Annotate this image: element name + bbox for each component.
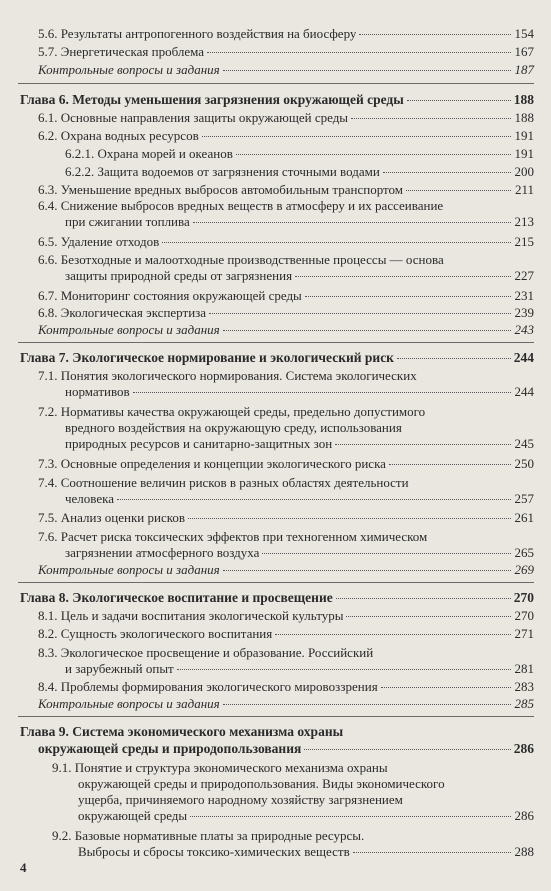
toc-entry-5-6[interactable] (38, 26, 534, 42)
entry-page: 167 (514, 44, 534, 59)
entry-page: 243 (514, 322, 534, 337)
toc-entry-9-2-cont[interactable] (78, 844, 534, 860)
entry-title: 7.5. Анализ оценки рисков (38, 510, 186, 525)
entry-page: 244 (514, 384, 534, 399)
leader-dots (336, 597, 511, 599)
toc-entry-6-8[interactable] (38, 305, 534, 321)
toc-entry-7-1-cont[interactable] (65, 384, 534, 400)
toc-entry-5-7[interactable] (38, 44, 534, 60)
toc-entry-7-4-cont[interactable] (65, 491, 534, 507)
chapter-page: 270 (513, 590, 534, 605)
toc-chapter-9-cont[interactable] (38, 741, 534, 757)
toc-entry-6-7[interactable] (38, 288, 534, 304)
entry-title: Контрольные вопросы и задания (38, 696, 220, 711)
toc-entry-7-4[interactable]: 7.4. Соотношение величин рисков в разных областях деятельности (38, 475, 409, 490)
toc-entry-9-1-cont1[interactable]: окружающей среды и природопользования. Виды экономического (78, 776, 445, 791)
toc-entry-9-1-cont2[interactable]: ущерба, причиняемого народному хозяйству загрязнением (78, 792, 403, 807)
leader-dots (262, 552, 511, 554)
chapter-page: 244 (513, 350, 534, 365)
entry-title: 6.2.2. Защита водоемов от загрязнения сточными водами (65, 164, 380, 179)
entry-page: 261 (514, 510, 534, 525)
leader-dots (304, 748, 510, 750)
leader-dots (202, 135, 511, 137)
leader-dots (133, 391, 511, 393)
leader-dots (335, 443, 511, 445)
leader-dots (207, 51, 511, 53)
chapter-page: 188 (513, 92, 534, 107)
toc-entry-7-2-cont1[interactable]: вредного воздействия на окружающую среду, использования (65, 420, 402, 435)
leader-dots (359, 33, 511, 35)
toc-entry-6-6-cont[interactable] (65, 268, 534, 284)
leader-dots (353, 851, 511, 853)
leader-dots (389, 463, 511, 465)
leader-dots (162, 241, 511, 243)
entry-page: 286 (514, 808, 534, 823)
toc-entry-6-2-1[interactable] (65, 146, 534, 162)
toc-entry-questions-5[interactable] (38, 62, 534, 78)
toc-chapter-9[interactable]: Глава 9. Система экономического механизма охраны (20, 724, 344, 739)
toc-chapter-6[interactable] (20, 92, 534, 108)
toc-entry-8-4[interactable] (38, 679, 534, 695)
chapter-title: Глава 6. Методы уменьшения загрязнения окружающей среды (20, 92, 404, 107)
toc-chapter-7[interactable] (20, 350, 534, 366)
entry-title: и зарубежный опыт (65, 661, 174, 676)
entry-page: 213 (514, 214, 534, 229)
toc-entry-8-1[interactable] (38, 608, 534, 624)
leader-dots (383, 171, 511, 173)
entry-page: 270 (514, 608, 534, 623)
leader-dots (223, 69, 511, 71)
toc-entry-7-6-cont[interactable] (65, 545, 534, 561)
chapter-title: окружающей среды и природопользования (38, 741, 302, 756)
toc-entry-6-4-cont[interactable] (65, 214, 534, 230)
entry-page: 250 (514, 456, 534, 471)
entry-title: 6.2. Охрана водных ресурсов (38, 128, 199, 143)
toc-entry-6-6[interactable]: 6.6. Безотходные и малоотходные производственные процессы — основа (38, 252, 444, 267)
entry-title: 6.3. Уменьшение вредных выбросов автомобильным транспортом (38, 182, 404, 197)
entry-title: 8.1. Цель и задачи воспитания экологической культуры (38, 608, 344, 623)
divider (18, 83, 534, 84)
entry-title: 6.8. Экологическая экспертиза (38, 305, 207, 320)
toc-entry-9-1[interactable]: 9.1. Понятие и структура экономического механизма охраны (52, 760, 388, 775)
toc-entry-7-6[interactable]: 7.6. Расчет риска токсических эффектов при техногенном химическом (38, 529, 428, 544)
leader-dots (275, 633, 511, 635)
leader-dots (397, 357, 511, 359)
entry-title: 6.2.1. Охрана морей и океанов (65, 146, 233, 161)
leader-dots (406, 189, 511, 191)
entry-title: природных ресурсов и санитарно-защитных зон (65, 436, 333, 451)
leader-dots (209, 312, 511, 314)
leader-dots (407, 99, 511, 101)
toc-entry-6-5[interactable] (38, 234, 534, 250)
leader-dots (117, 498, 511, 500)
chapter-title: Глава 8. Экологическое воспитание и просвещение (20, 590, 333, 605)
toc-entry-9-2[interactable]: 9.2. Базовые нормативные платы за природные ресурсы. (52, 828, 365, 843)
page-number: 4 (20, 860, 27, 875)
toc-entry-7-3[interactable] (38, 456, 534, 472)
leader-dots (351, 117, 511, 119)
leader-dots (223, 569, 511, 571)
toc-entry-8-3[interactable]: 8.3. Экологическое просвещение и образование. Российский (38, 645, 374, 660)
toc-entry-8-3-cont[interactable] (65, 661, 534, 677)
chapter-title: Глава 7. Экологическое нормирование и экологический риск (20, 350, 394, 365)
entry-title: 6.1. Основные направления защиты окружающей среды (38, 110, 349, 125)
entry-page: 265 (514, 545, 534, 560)
toc-entry-questions-8[interactable] (38, 696, 534, 712)
entry-page: 231 (514, 288, 534, 303)
entry-title: 5.7. Энергетическая проблема (38, 44, 205, 59)
entry-title: 8.4. Проблемы формирования экологического мировоззрения (38, 679, 378, 694)
entry-page: 269 (514, 562, 534, 577)
entry-title: 8.2. Сущность экологического воспитания (38, 626, 273, 641)
entry-title: человека (65, 491, 115, 506)
entry-page: 191 (514, 128, 534, 143)
leader-dots (305, 295, 511, 297)
entry-title: Выбросы и сбросы токсико-химических веществ (78, 844, 350, 859)
entry-page: 281 (514, 661, 534, 676)
entry-page: 283 (514, 679, 534, 694)
entry-page: 285 (514, 696, 534, 711)
entry-page: 288 (514, 844, 534, 859)
toc-entry-7-2-cont2[interactable] (65, 436, 534, 452)
entry-page: 215 (514, 234, 534, 249)
leader-dots (236, 153, 511, 155)
entry-page: 154 (514, 26, 534, 41)
entry-page: 239 (514, 305, 534, 320)
entry-title: 6.5. Удаление отходов (38, 234, 160, 249)
entry-title: нормативов (65, 384, 130, 399)
entry-page: 191 (514, 146, 534, 161)
chapter-page: 286 (513, 741, 534, 756)
toc-entry-questions-6[interactable] (38, 322, 534, 338)
toc-entry-6-2-2[interactable] (65, 164, 534, 180)
entry-title: 5.6. Результаты антропогенного воздействия на биосферу (38, 26, 357, 41)
entry-title: 7.3. Основные определения и концепции экологического риска (38, 456, 386, 471)
toc-entry-7-2[interactable]: 7.2. Нормативы качества окружающей среды, предельно допустимого (38, 404, 426, 419)
divider (18, 582, 534, 583)
entry-title: 6.7. Мониторинг состояния окружающей среды (38, 288, 302, 303)
leader-dots (190, 815, 511, 817)
entry-title: при сжигании топлива (65, 214, 190, 229)
entry-page: 211 (514, 182, 534, 197)
entry-title: окружающей среды (78, 808, 188, 823)
entry-title: Контрольные вопросы и задания (38, 562, 220, 577)
entry-page: 245 (514, 436, 534, 451)
leader-dots (381, 686, 511, 688)
toc-entry-6-3[interactable] (38, 182, 534, 198)
entry-title: защиты природной среды от загрязнения (65, 268, 293, 283)
leader-dots (295, 275, 511, 277)
toc-entry-7-5[interactable] (38, 510, 534, 526)
toc-chapter-8[interactable] (20, 590, 534, 606)
entry-page: 257 (514, 491, 534, 506)
toc-entry-6-2[interactable] (38, 128, 534, 144)
divider (18, 716, 534, 717)
toc-entry-questions-7[interactable] (38, 562, 534, 578)
entry-page: 271 (514, 626, 534, 641)
entry-title: Контрольные вопросы и задания (38, 62, 220, 77)
toc-entry-6-1[interactable] (38, 110, 534, 126)
leader-dots (177, 668, 511, 670)
entry-page: 188 (514, 110, 534, 125)
entry-title: загрязнении атмосферного воздуха (65, 545, 260, 560)
entry-page: 187 (514, 62, 534, 77)
toc-entry-7-1[interactable]: 7.1. Понятия экологического нормирования. Система экологических (38, 368, 417, 383)
leader-dots (223, 329, 511, 331)
toc-entry-9-1-cont3[interactable] (78, 808, 534, 824)
leader-dots (188, 517, 511, 519)
leader-dots (346, 615, 511, 617)
divider (18, 342, 534, 343)
entry-page: 200 (514, 164, 534, 179)
leader-dots (223, 703, 511, 705)
leader-dots (193, 221, 511, 223)
entry-page: 227 (514, 268, 534, 283)
toc-entry-6-4[interactable]: 6.4. Снижение выбросов вредных веществ в атмосферу и их рассеивание (38, 198, 444, 213)
entry-title: Контрольные вопросы и задания (38, 322, 220, 337)
toc-entry-8-2[interactable] (38, 626, 534, 642)
